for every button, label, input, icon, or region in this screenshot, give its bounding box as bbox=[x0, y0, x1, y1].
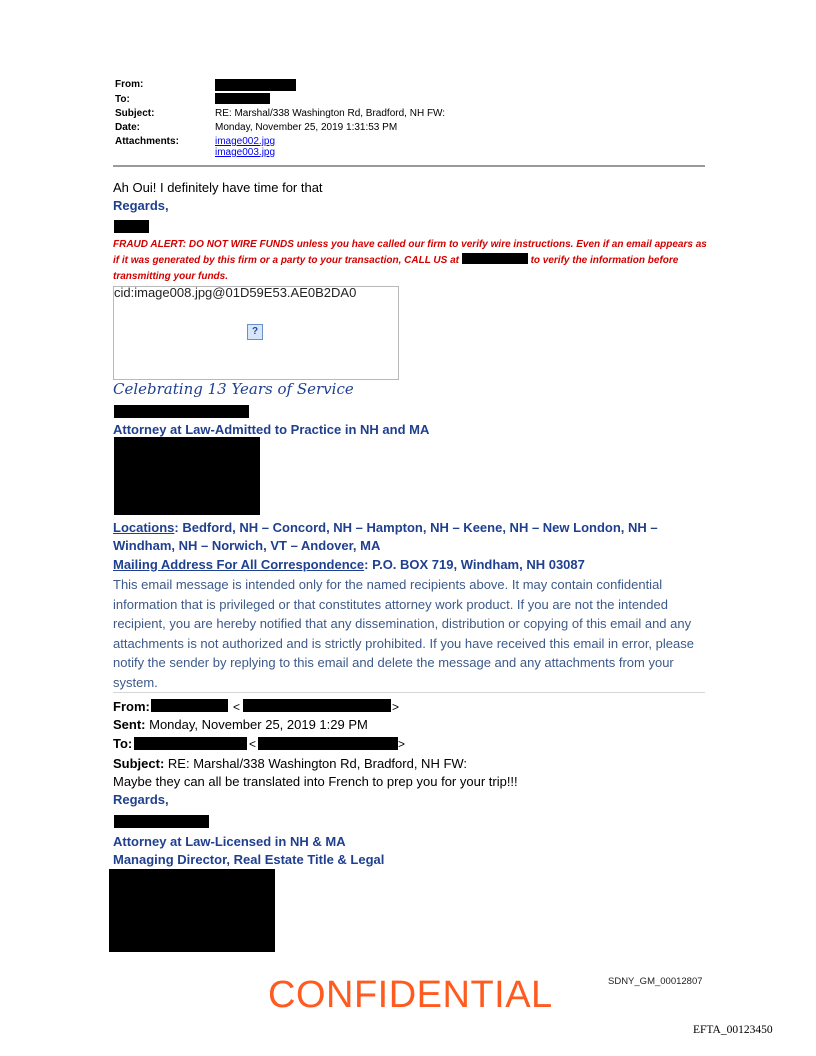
redacted-recipient bbox=[215, 93, 270, 104]
attorney-title: Attorney at Law-Admitted to Practice in NH and MA bbox=[113, 422, 430, 437]
subject-label: Subject: bbox=[115, 108, 155, 119]
quoted-divider bbox=[113, 692, 705, 693]
redacted-logo-image bbox=[114, 437, 260, 515]
quoted-from-gt: > bbox=[392, 700, 400, 714]
locations-list-continued: Windham, NH – Norwich, VT – Andover, MA bbox=[113, 538, 381, 553]
quoted-subject-line bbox=[113, 755, 467, 773]
quoted-managing-director-title: Managing Director, Real Estate Title & Legal bbox=[113, 852, 385, 867]
fraud-alert-text: FRAUD ALERT: DO NOT WIRE FUNDS unless you have called our firm to verify wire instructions. Even if an email appears as if it was generated by this firm or a party to your transaction, CALL US at bbox=[113, 239, 707, 266]
redacted-quoted-signer bbox=[114, 815, 209, 828]
quoted-sent-label: Sent: bbox=[113, 717, 146, 732]
quoted-sent-line bbox=[113, 716, 368, 734]
fraud-alert bbox=[113, 237, 713, 285]
confidentiality-disclaimer: This email message is intended only for the named recipients above. It may contain confidential information that is privileged or that constitutes attorney work product. If you are not the intended recipient, you are hereby notified that any dissemination, distribution or copying of this email and any attachments is not authorized and is strictly prohibited. If you have received this email in error, please notify the sender by replying to this email and delete the message and any attachments from your system. bbox=[113, 577, 694, 690]
missing-image-icon: ? bbox=[247, 324, 263, 340]
redacted-signer-name bbox=[114, 220, 149, 233]
mailing-address-line bbox=[113, 556, 585, 574]
attachments-label: Attachments: bbox=[115, 136, 179, 147]
reply-message: Ah Oui! I definitely have time for that bbox=[113, 180, 323, 195]
to-label: To: bbox=[115, 94, 130, 105]
quoted-body: Maybe they can all be translated into French to prep you for your trip!!! bbox=[113, 774, 518, 789]
attachment-link-image003[interactable]: image003.jpg bbox=[215, 147, 276, 158]
locations-line bbox=[113, 519, 658, 537]
locations-list: : Bedford, NH – Concord, NH – Hampton, NH – Keene, NH – New London, NH – bbox=[174, 520, 658, 535]
quoted-sent-value: Monday, November 25, 2019 1:29 PM bbox=[149, 717, 368, 732]
redacted-quoted-recipient bbox=[134, 737, 247, 750]
celebrating-tagline: Celebrating 13 Years of Service bbox=[113, 380, 354, 398]
redacted-sender bbox=[215, 79, 296, 91]
regards-text: Regards, bbox=[113, 198, 169, 213]
bates-number: SDNY_GM_00012807 bbox=[608, 976, 703, 987]
mailing-address-city: , Windham, NH 03087 bbox=[453, 557, 585, 572]
quoted-subject-value: RE: Marshal/338 Washington Rd, Bradford, NH FW: bbox=[167, 756, 468, 771]
quoted-to-gt: > bbox=[398, 737, 406, 751]
from-label: From: bbox=[115, 79, 144, 90]
quoted-to-label: To: bbox=[113, 736, 133, 751]
redacted-phone bbox=[462, 253, 528, 264]
redacted-quoted-sender-email bbox=[243, 699, 391, 712]
redacted-attorney-name bbox=[114, 405, 249, 418]
subject-value: RE: Marshal/338 Washington Rd, Bradford, NH FW: bbox=[215, 108, 446, 119]
efta-number: EFTA_00123450 bbox=[693, 1024, 773, 1036]
date-label: Date: bbox=[115, 122, 141, 133]
redacted-quoted-logo-image bbox=[109, 869, 275, 952]
locations-label: Locations bbox=[113, 520, 175, 535]
fraud-alert-text-continued: to verify the information before transmitting your funds. bbox=[113, 255, 679, 282]
redacted-quoted-sender bbox=[151, 699, 228, 712]
confidential-stamp: CONFIDENTIAL bbox=[268, 974, 553, 1016]
mailing-address-label: Mailing Address For All Correspondence bbox=[113, 557, 365, 572]
image-cid-text: cid:image008.jpg@01D59E53.AE0B2DA0 bbox=[114, 285, 357, 300]
date-value: Monday, November 25, 2019 1:31:53 PM bbox=[215, 122, 398, 133]
quoted-from-lt: < bbox=[233, 700, 241, 714]
quoted-to-lt: < bbox=[249, 737, 257, 751]
mailing-address-po-box: : P.O. BOX 719 bbox=[364, 557, 454, 572]
redacted-quoted-recipient-email bbox=[258, 737, 398, 750]
quoted-attorney-title: Attorney at Law-Licensed in NH & MA bbox=[113, 834, 346, 849]
header-divider bbox=[113, 165, 705, 167]
quoted-subject-label: Subject: bbox=[113, 756, 165, 771]
quoted-from-label: From: bbox=[113, 699, 150, 714]
attachment-link-image002[interactable]: image002.jpg bbox=[215, 136, 276, 147]
quoted-regards: Regards, bbox=[113, 792, 169, 807]
